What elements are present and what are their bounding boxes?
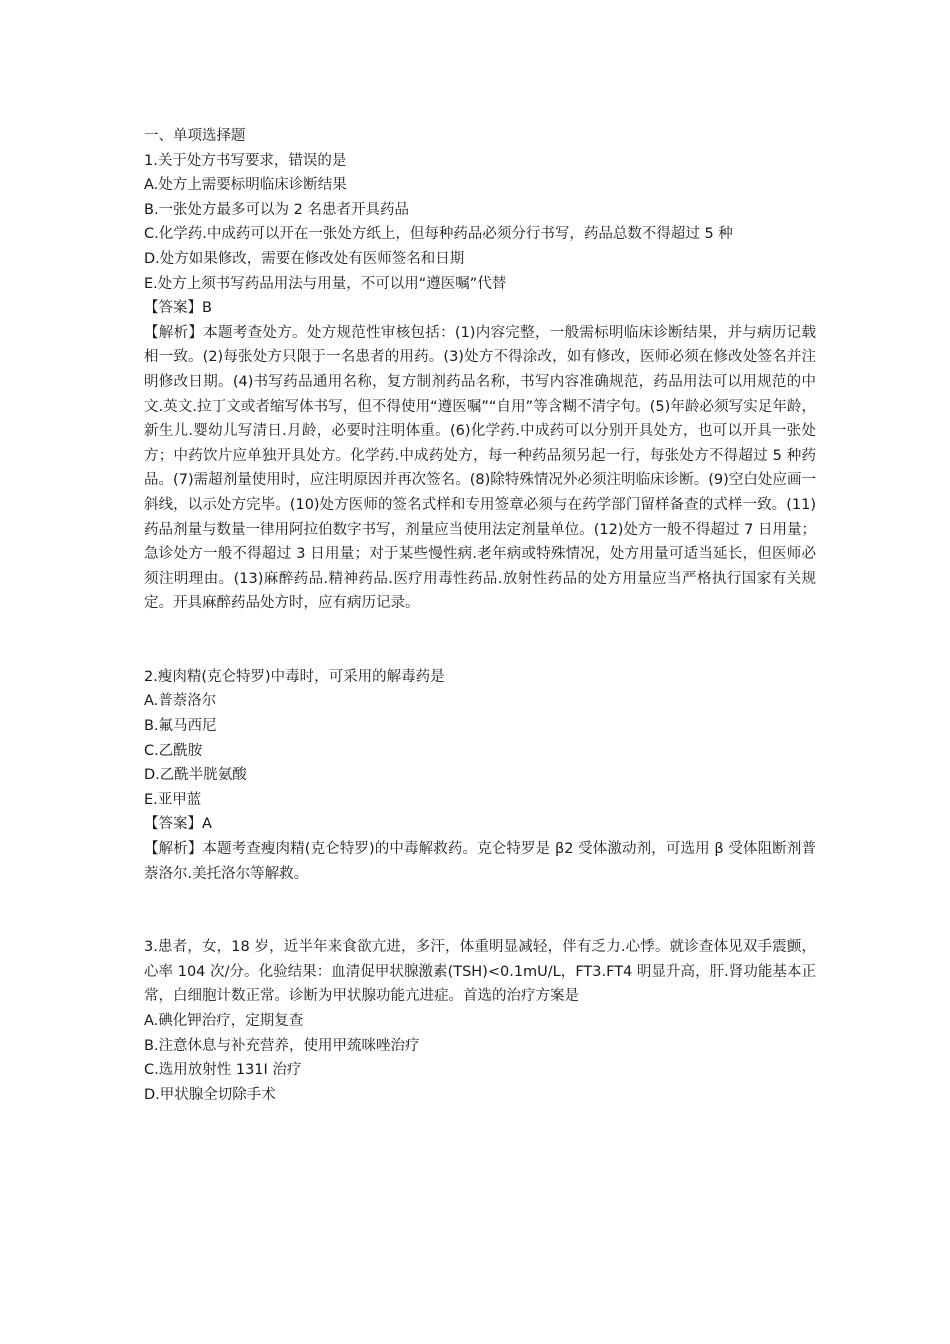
option-b: B.一张处方最多可以为 2 名患者开具药品 xyxy=(144,201,409,218)
question-1 xyxy=(144,149,816,616)
option-b: B.氟马西尼 xyxy=(144,718,217,735)
option-a: A.碘化钾治疗，定期复查 xyxy=(144,1013,304,1029)
option-d: D.处方如果修改，需要在修改处有医师签名和日期 xyxy=(144,250,465,267)
section-title: 一、单项选择题 xyxy=(144,128,246,144)
analysis: 【解析】本题考查瘦肉精(克仑特罗)的中毒解救药。克仑特罗是 β2 受体激动剂，可选用 β 受体阻断剂普萘洛尔.美托洛尔等解救。 xyxy=(144,841,816,882)
option-b: B.注意休息与补充营养，使用甲巯咪唑治疗 xyxy=(144,1037,420,1054)
option-d: D.乙酰半胱氨酸 xyxy=(144,767,247,784)
document-page xyxy=(144,124,816,1107)
option-a: A.普萘洛尔 xyxy=(144,693,217,710)
question-stem: 2.瘦肉精(克仑特罗)中毒时，可采用的解毒药是 xyxy=(144,668,445,685)
question-3 xyxy=(144,935,816,1107)
answer: 【答案】A xyxy=(144,816,212,833)
option-d: D.甲状腺全切除手术 xyxy=(144,1086,276,1103)
spacer xyxy=(144,616,816,665)
spacer xyxy=(144,886,816,935)
analysis: 【解析】本题考查处方。处方规范性审核包括：(1)内容完整，一般需标明临床诊断结果，并与病历记载相一致。(2)每张处方只限于一名患者的用药。(3)处方不得涂改，如有修改，医师必须在修改处签名并注明修改日期。(4)书写药品通用名称，复方制剂药品名称，书写内容准确规范，药品用法可以用规范的中文.英文.拉丁文或者缩写体书写，但不得使用“遵医嘱”“自用”等含糊不清字句。(5)年龄必须写实足年龄，新生儿.婴幼儿写清日.月龄，必要时注明体重。(6)化学药.中成药可以分别开具处方，也可以开具一张处方；中药饮片应单独开具处方。化学药.中成药处方，每一种药品须另起一行，每张处方不得超过 5 种药品。(7)需超剂量使用时，应注明原因并再次签名。(8)除特殊情况外必须注明临床诊断。(9)空白处应画一斜线，以示处方完毕。(10)处方医师的签名式样和专用签章必须与在药学部门留样备查的式样一致。(11)药品剂量与数量一律用阿拉伯数字书写，剂量应当使用法定剂量单位。(12)处方一般不得超过 7 日用量；急诊处方一般不得超过 3 日用量；对于某些慢性病.老年病或特殊情况，处方用量可适当延长，但医师必须注明理由。(13)麻醉药品.精神药品.医疗用毒性药品.放射性药品的处方用量应当严格执行国家有关规定。开具麻醉药品处方时，应有病历记录。 xyxy=(144,324,816,612)
question-2 xyxy=(144,665,816,886)
option-a: A.处方上需要标明临床诊断结果 xyxy=(144,177,347,194)
question-stem: 1.关于处方书写要求，错误的是 xyxy=(144,152,347,169)
option-c: C.乙酰胺 xyxy=(144,742,203,759)
option-e: E.亚甲蓝 xyxy=(144,791,202,808)
question-stem: 3.患者，女，18 岁，近半年来食欲亢进，多汗，体重明显减轻，伴有乏力.心悸。就诊查体见双手震颤，心率 104 次/分。化验结果：血清促甲状腺激素(TSH)<0.1mU/L，FT3.FT4 明显升高，肝.肾功能基本正常，白细胞计数正常。诊断为甲状腺功能亢进症。首选的治疗方案是 xyxy=(144,939,816,1005)
option-c: C.化学药.中成药可以开在一张处方纸上，但每种药品必须分行书写，药品总数不得超过 5 种 xyxy=(144,226,733,243)
option-e: E.处方上须书写药品用法与用量，不可以用“遵医嘱”代替 xyxy=(144,275,507,292)
answer: 【答案】B xyxy=(144,300,212,317)
option-c: C.选用放射性 131I 治疗 xyxy=(144,1062,302,1079)
